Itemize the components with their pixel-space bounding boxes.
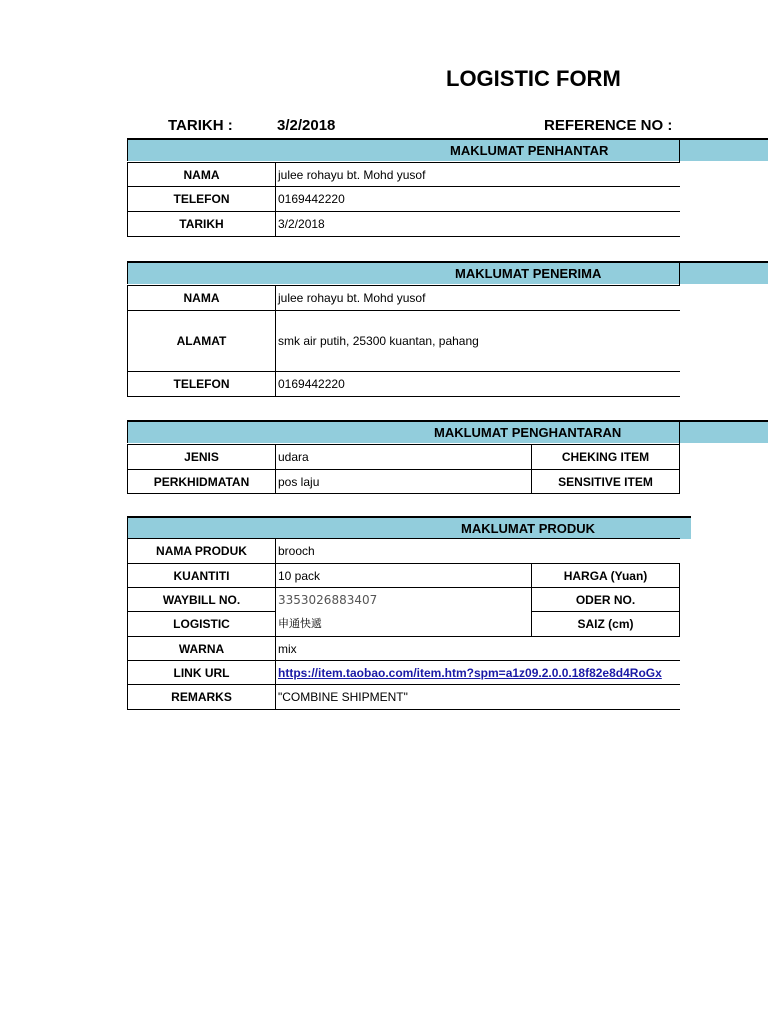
- product-logistic-value[interactable]: 申通快遞: [275, 611, 532, 637]
- sender-name-label: NAMA: [127, 162, 276, 187]
- recipient-address-value[interactable]: smk air putih, 25300 kuantan, pahang: [275, 310, 680, 372]
- sender-section-title: MAKLUMAT PENHANTAR: [450, 143, 609, 158]
- delivery-type-label: JENIS: [127, 444, 276, 470]
- recipient-name-label: NAMA: [127, 285, 276, 311]
- date-value[interactable]: 3/2/2018: [277, 117, 336, 134]
- divider: [679, 261, 680, 286]
- product-color-label: WARNA: [127, 636, 276, 661]
- date-label: TARIKH :: [168, 117, 233, 134]
- product-order-label: ODER NO.: [531, 587, 680, 612]
- reference-label: REFERENCE NO :: [544, 117, 673, 134]
- product-name-label: NAMA PRODUK: [127, 538, 276, 564]
- recipient-phone-label: TELEFON: [127, 371, 276, 397]
- product-quantity-label: KUANTITI: [127, 563, 276, 588]
- sender-name-value[interactable]: julee rohayu bt. Mohd yusof: [275, 162, 680, 187]
- delivery-section-title: MAKLUMAT PENGHANTARAN: [434, 425, 622, 440]
- sender-phone-label: TELEFON: [127, 186, 276, 212]
- product-link-cell: [275, 660, 680, 685]
- recipient-name-value[interactable]: julee rohayu bt. Mohd yusof: [275, 285, 680, 311]
- product-remarks-value[interactable]: "COMBINE SHIPMENT": [275, 684, 680, 710]
- sender-date-label: TARIKH: [127, 211, 276, 237]
- product-section-title: MAKLUMAT PRODUK: [461, 521, 596, 536]
- recipient-address-label: ALAMAT: [127, 310, 276, 372]
- product-color-value[interactable]: mix: [275, 636, 680, 661]
- product-size-label: SAIZ (cm): [531, 611, 680, 637]
- delivery-service-value[interactable]: pos laju: [275, 469, 532, 494]
- sensitive-item-label: SENSITIVE ITEM: [531, 469, 680, 494]
- checking-item-label: CHEKING ITEM: [531, 444, 680, 470]
- product-remarks-label: REMARKS: [127, 684, 276, 710]
- delivery-section-header: [127, 420, 768, 443]
- product-section-header: [127, 516, 691, 539]
- product-name-value[interactable]: brooch: [275, 538, 680, 564]
- product-waybill-label: WAYBILL NO.: [127, 587, 276, 612]
- form-title: LOGISTIC FORM: [446, 66, 621, 91]
- product-price-label: HARGA (Yuan): [531, 563, 680, 588]
- product-quantity-value[interactable]: 10 pack: [275, 563, 532, 588]
- sender-date-value[interactable]: 3/2/2018: [275, 211, 680, 237]
- product-link-label: LINK URL: [127, 660, 276, 685]
- recipient-section-title: MAKLUMAT PENERIMA: [455, 266, 602, 281]
- divider: [679, 138, 680, 162]
- divider: [679, 420, 680, 445]
- delivery-service-label: PERKHIDMATAN: [127, 469, 276, 494]
- recipient-section-header: [127, 261, 768, 284]
- product-link-url[interactable]: https://item.taobao.com/item.htm?spm=a1z09.2.0.0.18f82e8d4RoGx: [278, 665, 662, 680]
- product-logistic-label: LOGISTIC: [127, 611, 276, 637]
- delivery-type-value[interactable]: udara: [275, 444, 532, 470]
- product-waybill-value[interactable]: 3353026883407: [275, 587, 532, 612]
- sender-phone-value[interactable]: 0169442220: [275, 186, 680, 212]
- recipient-phone-value[interactable]: 0169442220: [275, 371, 680, 397]
- sender-section-header: [127, 138, 768, 161]
